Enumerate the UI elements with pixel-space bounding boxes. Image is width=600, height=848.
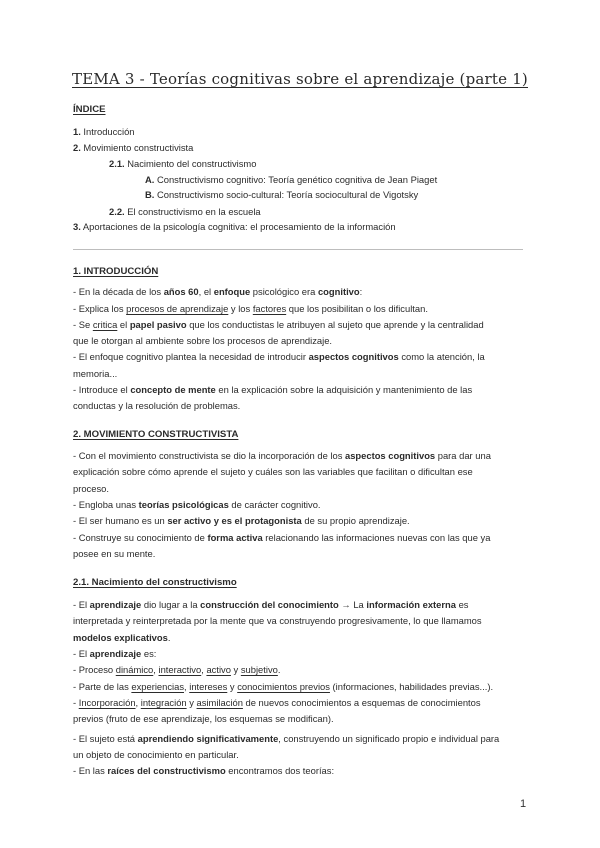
index-heading: ÍNDICE bbox=[73, 104, 106, 115]
text-run: y bbox=[186, 696, 197, 708]
index-item-number: 2.1. bbox=[109, 158, 125, 169]
underlined-text: conocimientos previos bbox=[237, 680, 330, 692]
underlined-text: Incorporación bbox=[78, 696, 136, 708]
text-run: que le otorgan al ambiente sobre los procesos de aprendizaje. bbox=[73, 335, 333, 347]
paragraph-line bbox=[73, 713, 334, 725]
text-run: posee en su mente. bbox=[73, 547, 156, 559]
index-item-text: Constructivismo cognitivo: Teoría genético cognitiva de Jean Piaget bbox=[154, 174, 438, 185]
underlined-text: dinámico bbox=[115, 664, 154, 676]
paragraph-line bbox=[73, 681, 493, 693]
bold-text: ser activo y es el protagonista bbox=[167, 515, 302, 527]
text-run: , bbox=[153, 664, 159, 676]
text-run: que los posibilitan o los dificultan. bbox=[286, 302, 428, 314]
bold-text: aspectos cognitivos bbox=[345, 450, 436, 461]
bold-text: forma activa bbox=[207, 531, 263, 543]
underlined-text: interactivo bbox=[158, 664, 202, 676]
text-run: (informaciones, habilidades previas...). bbox=[329, 680, 494, 692]
bold-text: modelos explicativos bbox=[73, 631, 168, 643]
text-run: y los bbox=[228, 302, 253, 314]
paragraph-line bbox=[73, 765, 334, 777]
text-run: : bbox=[359, 286, 363, 297]
underlined-text: intereses bbox=[189, 680, 228, 692]
bold-text: enfoque bbox=[213, 286, 251, 297]
text-run: y bbox=[230, 664, 241, 676]
section-2-heading: 2. MOVIMIENTO CONSTRUCTIVISTA bbox=[73, 429, 239, 440]
text-run: , el bbox=[198, 286, 214, 297]
text-run: , bbox=[184, 680, 190, 692]
index-item-number: 3. bbox=[73, 221, 81, 232]
text-run: el bbox=[117, 319, 130, 330]
paragraph-line bbox=[73, 515, 410, 527]
underlined-text: procesos de aprendizaje bbox=[126, 302, 229, 314]
text-run: conductas y la resolución de problemas. bbox=[73, 400, 241, 412]
text-run: - Explica los bbox=[73, 302, 127, 314]
paragraph-line bbox=[73, 733, 499, 745]
text-run: es: bbox=[141, 647, 157, 659]
text-run: encontramos dos teorías: bbox=[225, 765, 335, 777]
paragraph-line bbox=[73, 615, 482, 627]
text-run: . bbox=[277, 664, 281, 676]
index-item-text: Introducción bbox=[80, 126, 135, 137]
text-run: , construyendo un significado propio e individual para bbox=[278, 732, 500, 744]
text-run: - Se bbox=[73, 319, 93, 330]
index-item bbox=[109, 206, 261, 218]
text-run: - En la década de los bbox=[73, 286, 164, 297]
paragraph-line bbox=[73, 400, 240, 412]
text-run: - El sujeto está bbox=[73, 732, 138, 744]
divider bbox=[73, 249, 523, 250]
paragraph-line bbox=[73, 532, 490, 544]
bold-text: aprendizaje bbox=[89, 599, 142, 610]
text-run: - En las bbox=[73, 765, 108, 777]
text-run: - bbox=[73, 696, 79, 708]
paragraph-line bbox=[73, 286, 362, 298]
bold-text: cognitivo bbox=[317, 286, 360, 297]
index-item-text: Constructivismo socio-cultural: Teoría sociocultural de Vigotsky bbox=[154, 189, 419, 200]
underlined-text: integración bbox=[140, 696, 187, 708]
text-run: previos (fruto de ese aprendizaje, los esquemas se modifican). bbox=[73, 713, 334, 725]
bold-text: aprendiendo significativamente bbox=[137, 732, 279, 744]
underlined-text: critica bbox=[92, 319, 118, 330]
paragraph-line bbox=[73, 697, 481, 709]
paragraph-line bbox=[73, 319, 484, 331]
paragraph-line bbox=[73, 303, 428, 315]
underlined-text: asimilación bbox=[196, 696, 243, 708]
underlined-text: activo bbox=[206, 664, 231, 676]
paragraph-line bbox=[73, 664, 280, 676]
paragraph-line bbox=[73, 648, 156, 660]
text-run: memoria... bbox=[73, 367, 118, 379]
index-item bbox=[145, 174, 437, 186]
index-item-number: 2. bbox=[73, 142, 81, 153]
paragraph-line bbox=[73, 450, 491, 462]
underlined-text: factores bbox=[252, 302, 287, 314]
paragraph-line bbox=[73, 335, 332, 347]
text-run: para dar una bbox=[435, 450, 491, 461]
bold-text: teorías psicológicas bbox=[138, 498, 229, 510]
index-item-number: 1. bbox=[73, 126, 81, 137]
index-item bbox=[73, 142, 193, 154]
text-run: - Con el movimiento constructivista se dio la incorporación de los bbox=[73, 450, 345, 461]
text-run: , bbox=[201, 664, 207, 676]
index-item bbox=[73, 126, 135, 138]
bold-text: raíces del constructivismo bbox=[107, 765, 226, 777]
index-item bbox=[145, 189, 418, 201]
text-run: → La bbox=[338, 599, 367, 610]
index-item bbox=[109, 158, 256, 170]
paragraph-line bbox=[73, 499, 321, 511]
bold-text: aspectos cognitivos bbox=[308, 351, 399, 363]
paragraph-line bbox=[73, 466, 473, 478]
paragraph-line bbox=[73, 384, 472, 396]
index-item-number: B. bbox=[145, 189, 155, 200]
bold-text: concepto de mente bbox=[130, 383, 216, 395]
paragraph-line bbox=[73, 749, 239, 761]
text-run: - El bbox=[73, 599, 90, 610]
index-item-text: El constructivismo en la escuela bbox=[124, 206, 261, 217]
section-1-heading: 1. INTRODUCCIÓN bbox=[73, 266, 159, 277]
text-run: - Construye su conocimiento de bbox=[73, 531, 208, 543]
text-run: dio lugar a la bbox=[141, 599, 201, 610]
text-run: - El ser humano es un bbox=[73, 515, 168, 527]
text-run: interpretada y reinterpretada por la mente que va construyendo progresivamente, lo que llamamos bbox=[73, 615, 482, 627]
bold-text: información externa bbox=[366, 599, 456, 610]
text-run: de nuevos conocimientos a esquemas de conocimientos bbox=[242, 696, 481, 708]
text-run: en la explicación sobre la adquisición y mantenimiento de las bbox=[215, 383, 473, 395]
bold-text: papel pasivo bbox=[129, 319, 187, 330]
text-run: que los conductistas le atribuyen al sujeto que aprende y la centralidad bbox=[186, 319, 484, 330]
text-run: y bbox=[227, 680, 238, 692]
text-run: un objeto de conocimiento en particular. bbox=[73, 748, 239, 760]
text-run: relacionando las informaciones nuevas con las que ya bbox=[262, 531, 491, 543]
paragraph-line bbox=[73, 368, 117, 380]
index-item-text: Nacimiento del constructivismo bbox=[124, 158, 257, 169]
text-run: proceso. bbox=[73, 482, 109, 494]
page-number: 1 bbox=[520, 798, 527, 810]
index-item-number: 2.2. bbox=[109, 206, 125, 217]
text-run: de carácter cognitivo. bbox=[228, 498, 321, 510]
paragraph-line bbox=[73, 351, 485, 363]
text-run: - Engloba unas bbox=[73, 498, 139, 510]
text-run: de su propio aprendizaje. bbox=[301, 515, 410, 527]
text-run: psicológico era bbox=[250, 286, 318, 297]
text-run: como la atención, la bbox=[398, 351, 485, 363]
paragraph-line bbox=[73, 632, 170, 644]
bold-text: aprendizaje bbox=[89, 647, 142, 659]
bold-text: años 60 bbox=[163, 286, 199, 297]
paragraph-line bbox=[73, 483, 109, 495]
index-item-text: Aportaciones de la psicología cognitiva: el procesamiento de la información bbox=[80, 221, 396, 232]
text-run: es bbox=[455, 599, 469, 610]
text-run: - El enfoque cognitivo plantea la necesidad de introducir bbox=[73, 351, 309, 363]
text-run: explicación sobre cómo aprende el sujeto y cuáles son las variables que facilitan o dificultan ese bbox=[73, 466, 473, 478]
section-2-1-heading: 2.1. Nacimiento del constructivismo bbox=[73, 577, 237, 588]
bold-text: construcción del conocimiento bbox=[200, 599, 339, 610]
text-run: - Introduce el bbox=[73, 383, 131, 395]
underlined-text: subjetivo bbox=[240, 664, 278, 676]
underlined-text: experiencias bbox=[131, 680, 185, 692]
paragraph-line bbox=[73, 599, 468, 611]
index-item-number: A. bbox=[145, 174, 155, 185]
document-title: TEMA 3 - Teorías cognitivas sobre el aprendizaje (parte 1) bbox=[71, 70, 528, 88]
text-run: - Proceso bbox=[73, 664, 116, 676]
paragraph-line bbox=[73, 548, 155, 560]
index-item bbox=[73, 221, 396, 233]
index-item-text: Movimiento constructivista bbox=[80, 142, 194, 153]
text-run: - El bbox=[73, 647, 90, 659]
text-run: , bbox=[135, 696, 141, 708]
text-run: - Parte de las bbox=[73, 680, 132, 692]
text-run: . bbox=[167, 631, 171, 643]
